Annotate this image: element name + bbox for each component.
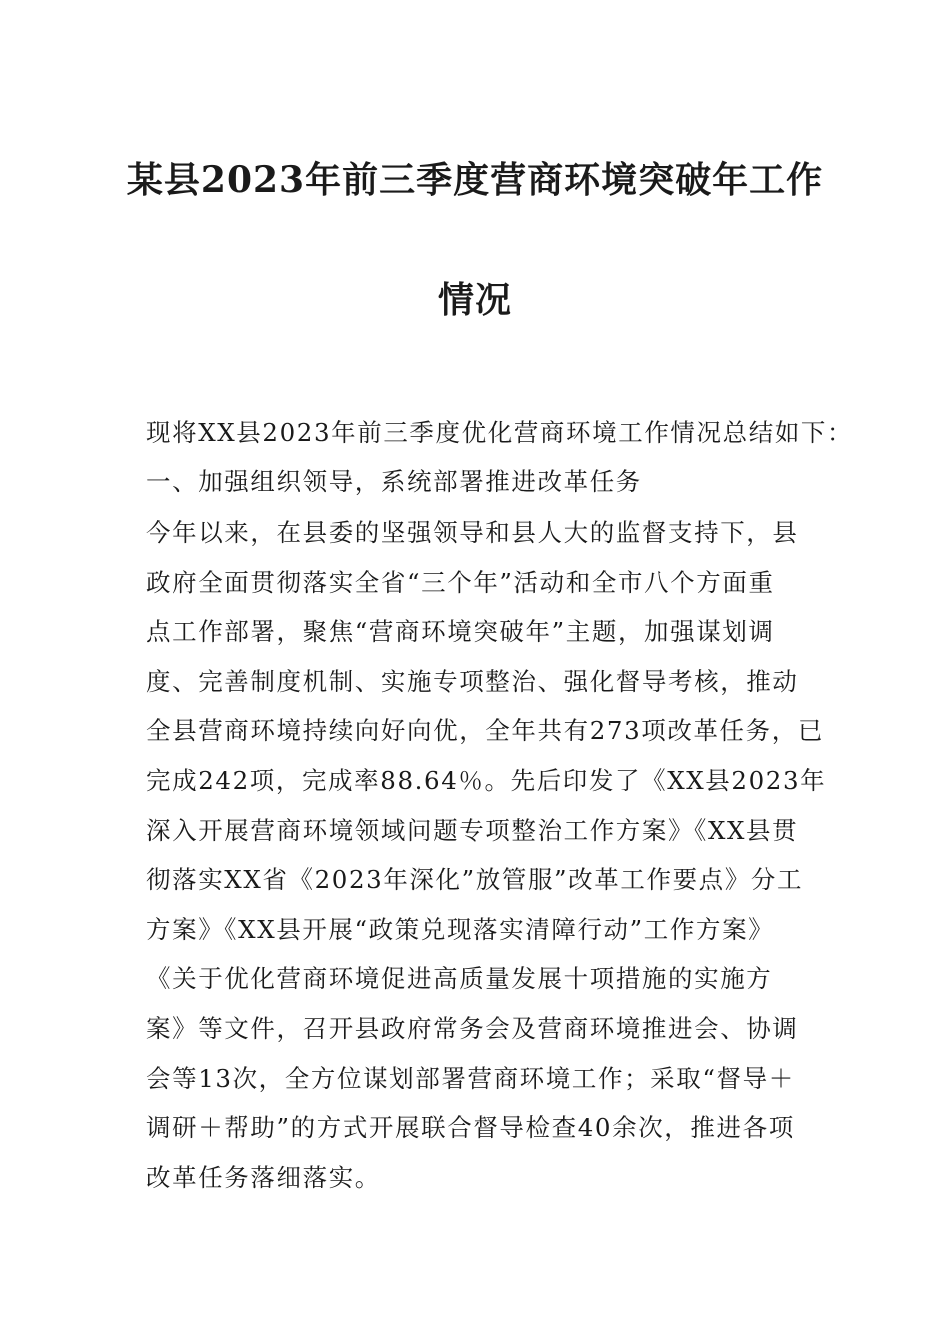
paragraph-line: 方案》《XX县开展“政策兑现落实清障行动”工作方案》 <box>146 914 775 944</box>
paragraph-line: 政府全面贯彻落实全省“三个年”活动和全市八个方面重 <box>146 567 775 597</box>
paragraph-line: 《关于优化营商环境促进高质量发展十项措施的实施方 <box>146 964 773 994</box>
document-title-line-2: 情况 <box>437 279 512 321</box>
paragraph-line: 全县营商环境持续向好向优，全年共有273项改革任务，已 <box>146 716 824 746</box>
paragraph-line: 案》等文件，召开县政府常务会及营商环境推进会、协调 <box>146 1013 799 1043</box>
paragraph-line: 改革任务落细落实。 <box>146 1162 381 1192</box>
document-title-line-1: 某县2023年前三季度营商环境突破年工作 <box>126 159 824 201</box>
paragraph-line: 会等13次，全方位谋划部署营商环境工作；采取“督导＋ <box>146 1063 795 1093</box>
paragraph-line: 深入开展营商环境领域问题专项整治工作方案》《XX县贯 <box>146 815 799 845</box>
paragraph-line: 完成242项，完成率88.64％。先后印发了《XX县2023年 <box>146 765 827 795</box>
intro-paragraph: 现将XX县2023年前三季度优化营商环境工作情况总结如下： <box>146 418 854 447</box>
section-1-paragraph <box>146 508 827 1202</box>
paragraph-line: 调研＋帮助”的方式开展联合督导检查40余次，推进各项 <box>146 1113 795 1143</box>
section-1-heading: 一、加强组织领导，系统部署推进改革任务 <box>146 467 642 496</box>
paragraph-line: 点工作部署，聚焦“营商环境突破年”主题，加强谋划调 <box>146 617 775 647</box>
paragraph-line: 度、完善制度机制、实施专项整治、强化督导考核，推动 <box>146 666 799 696</box>
paragraph-line: 今年以来，在县委的坚强领导和县人大的监督支持下，县 <box>146 518 799 547</box>
paragraph-line: 彻落实XX省《2023年深化”放管服”改革工作要点》分工 <box>146 865 804 895</box>
